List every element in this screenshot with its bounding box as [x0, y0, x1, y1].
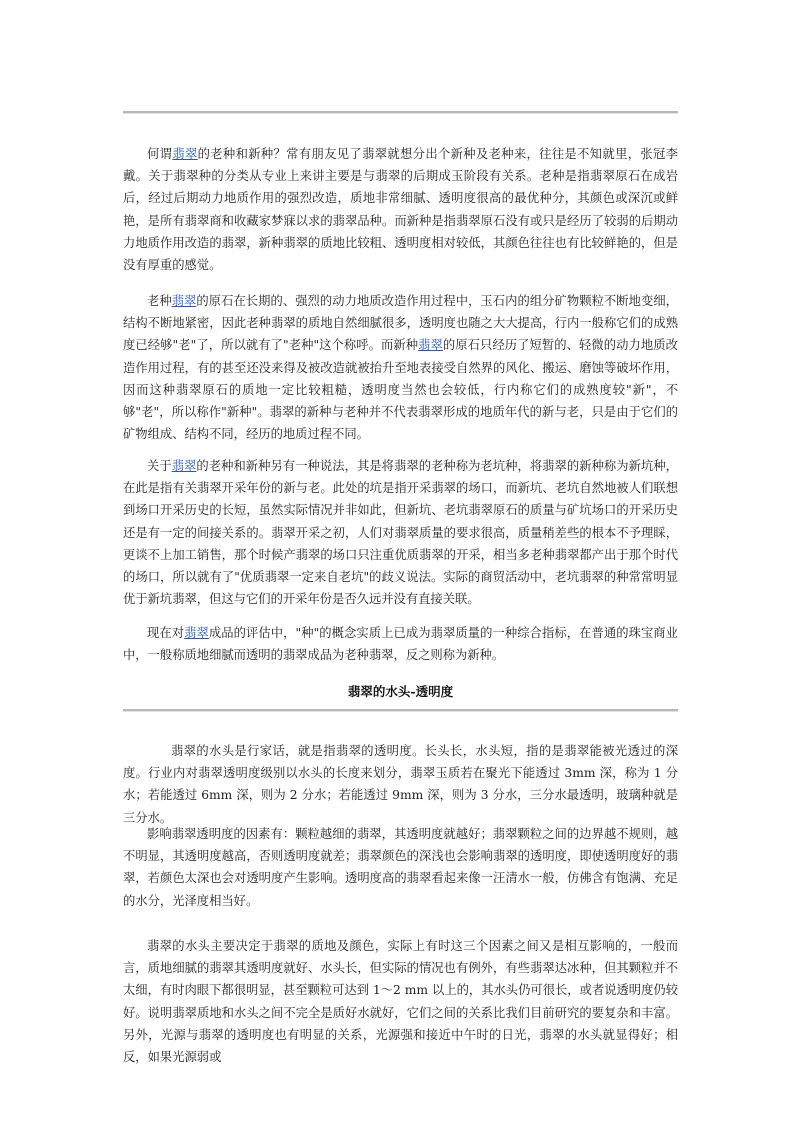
jadeite-link[interactable]: 翡翠	[418, 338, 443, 353]
paragraph-old-type	[123, 290, 678, 445]
text-segment: 成品的评估中，"种"的概念实质上已成为翡翠质量的一种综合指标，在普通的珠宝商业中，一般称质地细腻而透明的翡翠成品为老种翡翠，反之则称为新种。	[123, 626, 678, 663]
text-segment: 的老种和新种另有一种说法，其是将翡翠的老种称为老坑种，将翡翠的新种称为新坑种，在此是指有关翡翠开采年份的新与老。此处的坑是指开采翡翠的场口，而新坑、老坑自然地被人们联想到场口开采历史的长短，虽然实际情况并非如此，但新坑、老坑翡翠原石的质量与矿坑场口的开采历史还是有一定的间接关系的。翡翠开采之初，人们对翡翠质量的要求很高，质量稍差些的根本不予理睬，更谈不上加工销售，那个时候产翡翠的场口只注重优质翡翠的开采，相当多老种翡翠都产出于那个时代的场口，所以就有了"优质翡翠一定来自老坑"的歧义说法。实际的商贸活动中，老坑翡翠的种常常明显优于新坑翡翠，但这与它们的开采年份是否久远并没有直接关联。	[123, 459, 678, 607]
paragraph-evaluation	[123, 622, 678, 666]
jadeite-link[interactable]: 翡翠	[172, 147, 198, 161]
paragraph-water-head-factors: 翡翠的水头主要决定于翡翠的质地及颜色，实际上有时这三个因素之间又是相互影响的，一般而言，质地细腻的翡翠其透明度就好、水头长，但实际的情况也有例外，有些翡翠达冰种，但其颗粒并不太细，有时肉眼下都很明显，甚至颗粒可达到 1～2 mm 以上的，其水头仍可很长，或者说透明度仍较好。说明翡翠质地和水头之间不完全是质好水就好，它们之间的关系比我们目前研究的要复杂和丰富。另外，光源与翡翠的透明度也有明显的关系，光源强和接近中午时的日光，翡翠的水头就显得好；相反，如果光源弱或	[123, 939, 678, 1065]
paragraph-transparency-factors: 影响翡翠透明度的因素有：颗粒越细的翡翠，其透明度就越好；翡翠颗粒之间的边界越不规则，越不明显，其透明度越高，否则透明度就差；翡翠颜色的深浅也会影响翡翠的透明度，即使透明度好的翡翠，若颜色太深也会对透明度产生影响。透明度高的翡翠看起来像一汪清水一般，仿佛含有饱满、充足的水分，光泽度相当好。	[123, 827, 678, 908]
text-segment: 何谓	[147, 147, 173, 161]
jadeite-link[interactable]: 翡翠	[171, 459, 197, 473]
text-segment: 现在对	[147, 626, 185, 640]
section-divider	[123, 709, 678, 712]
jadeite-link[interactable]: 翡翠	[184, 626, 209, 640]
paragraph-water-head: 翡翠的水头是行家话，就是指翡翠的透明度。长头长，水头短，指的是翡翠能被光透过的深度。行业内对翡翠透明度级别以水头的长度来划分，翡翠玉质若在聚光下能透过 3mm 深，称为 1 分水；若能透过 6mm 深，则为 2 分水；若能透过 9mm 深，则为 3 分水，三分水最透明，玻璃种就是三分水。	[123, 744, 678, 825]
jadeite-link[interactable]: 翡翠	[171, 294, 197, 308]
text-segment: 的原石只经历了短暂的、轻微的动力地质改造作用过程，有的甚至还没来得及被改造就被抬升至地表接受自然界的风化、搬运、磨蚀等破坏作用，因而这种翡翠原石的质地一定比较粗糙，透明度当然也会较低，行内称它们的成熟度较"新"，不够"老"，所以称作"新种"。翡翠的新种与老种并不代表翡翠形成的地质年代的新与老，只是由于它们的矿物组成、结构不同，经历的地质过程不同。	[123, 338, 678, 442]
top-divider	[123, 111, 678, 114]
text-segment: 的老种和新种？常有朋友见了翡翠就想分出个新种及老种来，往往是不知就里，张冠李戴。关于翡翠种的分类从专业上来讲主要是与翡翠的后期成玉阶段有关系。老种是指翡翠原石在成岩后，经过后期动力地质作用的强烈改造，质地非常细腻、透明度很高的最优种分，其颜色或深沉或鲜艳，是所有翡翠商和收藏家梦寐以求的翡翠品种。而新种是指翡翠原石没有或只是经历了较弱的后期动力地质作用改造的翡翠，新种翡翠的质地比较粗、透明度相对较低，其颜色往往也有比较鲜艳的，但是没有厚重的感觉。	[123, 147, 678, 273]
paragraph-old-pit	[123, 455, 678, 610]
section-heading: 翡翠的水头-透明度	[347, 684, 454, 699]
text-segment: 老种	[147, 294, 172, 308]
text-segment: 的原石在长期的、强烈的动力地质改造作用过程中，玉石内的组分矿物颗粒不断地变细，结构不断地紧密，因此老种翡翠的质地自然细腻很多，透明度也随之大大提高，行内一般称它们的成熟度已经够"老"了，所以就有了"老种"这个称呼。而新种	[123, 294, 678, 353]
text-segment: 关于	[147, 459, 172, 473]
paragraph-old-new-intro	[123, 143, 678, 276]
